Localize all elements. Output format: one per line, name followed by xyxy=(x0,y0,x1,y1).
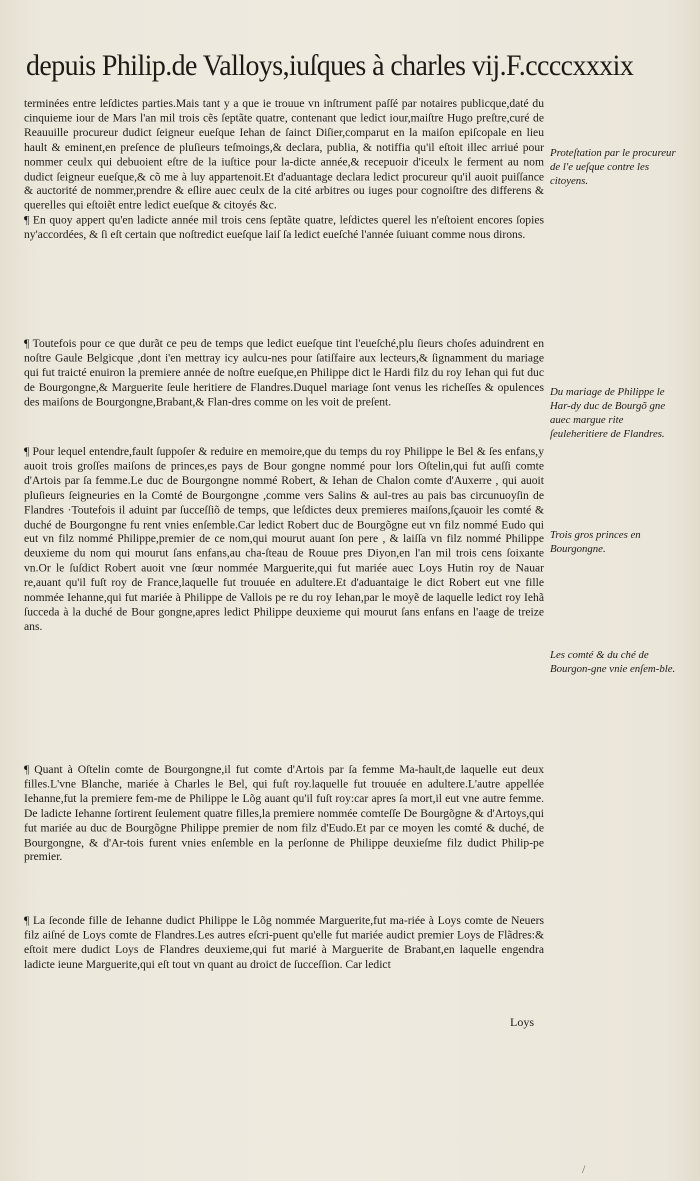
paragraph: ¶ En quoy appert qu'en ladicte année mil trois cens ſeptãte quatre, leſdictes querel les n'eſtoient encores ſopies ny'accordées, & ſi eſt certain que noſtredict eueſque laiſ ſa ledict eueſché l'année ſuiuant comme nous dirons. xyxy=(24,213,544,242)
margin-note: Les comté & du ché de Bourgon-gne vnie enſem-ble. xyxy=(550,649,676,675)
paragraph: ¶ La ſeconde fille de Iehanne dudict Philippe le Lõg nommée Marguerite,fut ma-riée à Loys comte de Neuers filz aiſné de Loys comte de Flandres.Les autres eſcri-puent qu'elle fut mariée audict premier Loys de Flãdres:& eſtoit mere dudict Loys de Flandres deuxieme,qui fut marié à Marguerite de Brabant,en laquelle engendra ladicte ieune Marguerite,qui eſt tout vn quant au droict de ſucceſſion. Car ledict xyxy=(24,914,544,971)
margin-note: Proteſtation par le procureur de l'e ueſque contre les citoyens. xyxy=(550,147,676,187)
margin-note: Trois gros princes en Bourgongne. xyxy=(550,529,641,555)
paragraph: ¶ Pour lequel entendre,fault ſuppoſer & reduire en memoire,que du temps du roy Philippe le Bel & ſes enfans,y auoit trois groſſes maiſons de princes,es pays de Bour gongne nommé pour lors Oſtelin,qui fut auſſi comte d'Artois par ſa femme.Le duc de Bourgongne nommé Robert, & Iehan de Chalon comte d'Auxerre , qui auoit pluſieurs ſeigneuries en la Comté de Bourgongne ,comme vers Salins & aul-tres au pais bas circunuoyſin de Flandres ·Toutefois il aduint par ſucceſſiõ de temps, que leſdictes deux premieres maiſons,ſçauoir les comté & duché de Bourgongne fu rent vnies enſemble.Car ledict Robert duc de Bourgõgne eut vn filz nommé Eudo qui eut vn filz nommé Philippe,premier de ce nom,qui mourut auant ſon pere , & laiſſa vn filz nommé Philippe deuxieme du nom qui mourut ſans enfans,au cha-ſteau de Rouue pres Diyon,en l'an mil trois cens ſoixante vn.Or le ſuſdict Robert auoit vne ſœur nommée Marguerite,qui fut mariée auec Loys Hutin roy de Nauar re,auant qu'il fuſt roy de France,laquelle fut trouuée en adultere.Et d'aduantaige le dict Robert eut vne fille nommée Iehanne,qui fut mariée à Philippe de Vallois pe re du roy Iehan,par le moyẽ de laquelle ledict roy Iehã ſucceda à la duché de Bour gongne,apres ledict Philippe deuxieme qui mourut ſans enfans en l'aage de treize ans. xyxy=(24,445,544,634)
page-mark: / xyxy=(582,1162,586,1176)
text-block-5 xyxy=(24,914,544,972)
paragraph: terminées entre leſdictes parties.Mais tant y a que ie trouue vn inſtrument paſſé par notaires publicque,daté du cinquieme iour de Mars l'an mil trois cẽs ſeptãte quatre, contenant que ledict iour,maiſtre Hugo preſtre,curé de Reauuille procureur dudict ſeigneur eueſque Iehan de ſainct Diſier,comparut en la maiſon epiſcopale en lieu hault & eminent,en preſence de pluſieurs teſmoings,& declara, publia, & notiffia qu'il eſtoit illec arriué pour nommer ceulx qui debuoient eſtre de la iuſtice pour la-dicte année,& recepuoir d'iceulx le ferment au nom dudict ſeigneur eueſque,& cõ me à luy appartenoit.Et d'aduantage declara ledict procureur qu'il auoit puiſſance & auctorité de nommer,prendre & eſlire auec ceulx de la cité arbitres ou iuges pour cognoiſtre des differens & querelles qui eſtoiẽt entre ledict eueſque & citoyés &c. xyxy=(24,97,544,212)
paragraph: ¶ Toutefois pour ce que durãt ce peu de temps que ledict eueſque tint l'eueſché,plu ſieurs choſes aduindrent en noſtre Gaule Belgicque ,dont i'en mettray icy aulcu-nes pour ſatiſfaire aux lecteurs,& ſignamment du mariage qui fut traicté enuiron la premiere année de noſtre eueſque,en Philippe dict le Hardi filz du roy Iehan qui fut duc de Bourgongne,& Marguerite ſeule heritiere de Flandres.Duquel mariage ſont venus les richeſſes & opulences des maiſons de Bourgongne,Brabant,& Flan-dres comme on les voit de preſent. xyxy=(24,337,544,409)
text-block-2 xyxy=(24,337,544,410)
running-header: depuis Philip.de Valloys,iuſques à charles vij.F.ccccxxxix xyxy=(26,49,634,82)
paragraph: ¶ Quant à Oſtelin comte de Bourgongne,il fut comte d'Artois par ſa femme Ma-hault,de laquelle eut deux filles.L'vne Blanche, mariée à Charles le Bel, qui fuſt roy.laquelle fut trouuée en adultere.L'autre appellée Iehanne,fut la premiere fem-me de Philippe le Lõg auant qu'il fuſt roy:car apres ſa mort,il eut vne autre femme. De ladicte Iehanne ſortirent ſeulement quatre filles,la premiere nommée comteſſe De Bourgõgne & d'Artoys,qui fut mariée au duc de Bourgõgne Philippe premier de nom filz d'Eudo.Et par ce moyen les comté & duché, de Bourgongne, & d'Ar-tois furent vnies enſemble en la perſonne de Philippe deuxieſme filz dudict Philip-pe premier. xyxy=(24,763,544,864)
text-block-3 xyxy=(24,445,544,635)
margin-note: Du mariage de Philippe le Har-dy duc de Bourgõ gne auec margue rite ſeuleheritiere de Flandres. xyxy=(550,386,666,440)
catchword: Loys xyxy=(510,1015,534,1029)
text-block-4 xyxy=(24,763,544,865)
text-block-1 xyxy=(24,97,544,243)
